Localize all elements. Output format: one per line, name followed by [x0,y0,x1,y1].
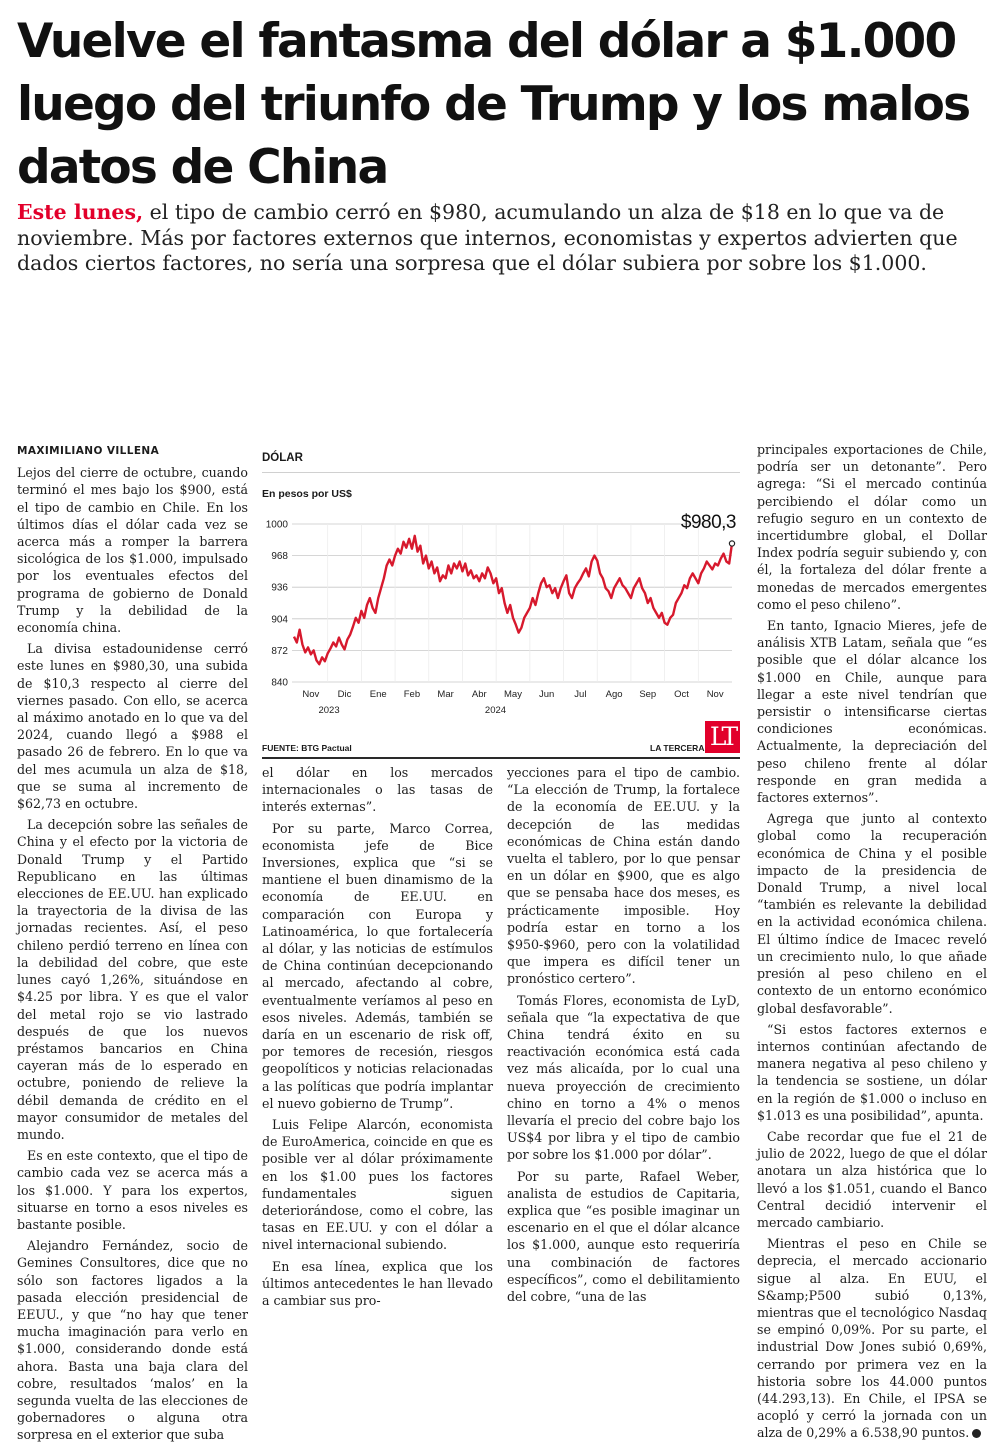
paragraph: Por su parte, Marco Correa, economista jefe de Bice Inversiones, explica que “si se mantiene el buen dinamismo de la economía de EE.UU. en comparación con Europa y Latinoamérica, lo que fortalecería al dólar, y las noticias de estímulos de China continúan decepcionando al mercado, afectando al cobre, eventualmente veríamos al peso en esos niveles. Además, también se daría en un escenario de risk off, por temores de recesión, riesgos geopolíticos y noticias relacionadas a las políticas que podría implantar el nuevo gobierno de Trump”. [262,820,493,1111]
year-label: 2023 [318,705,340,716]
y-tick-label: 840 [271,677,288,689]
y-tick-label: 936 [271,582,288,594]
la-tercera-logo: LT [705,721,740,753]
x-tick-label: Nov [706,689,724,700]
article-column-1 [17,443,248,1448]
paragraph: Lejos del cierre de octubre, cuando terminó el mes bajo los $900, está el tipo de cambio en Chile. En los últimos días el dólar cada vez se acerca más a romper la barrera sicológica de los $1.000, impulsado por los eventuales efectos del programa de gobierno de Donald Trump y la debilidad de la economía china. [17,465,248,636]
chart-subtitle: En pesos por US$ [262,488,352,500]
x-tick-label: May [504,689,522,700]
paragraph [757,1235,987,1441]
last-point-marker [729,541,734,546]
chart-title: DÓLAR [262,452,303,464]
x-tick-label: Nov [302,689,320,700]
x-tick-label: Abr [471,689,487,700]
x-tick-label: Sep [639,689,657,700]
paragraph: En esa línea, explica que los últimos antecedentes le han llevado a cambiar sus pro- [262,1258,493,1309]
paragraph: principales exportaciones de Chile, podría ser un detonante”. Pero agrega: “Si el mercado continúa percibiendo el dólar como un refugio seguro en un contexto de incertidumbre global, el Dollar Index podría seguir subiendo y, con él, la fortaleza del dólar frente a monedas de mercados emergentes como el peso chileno”. [757,442,987,612]
paragraph: Agrega que junto al contexto global como la recuperación económica de China y el posible impacto de la presidencia de Donald Trump, a nivel local “también es relevante la debilidad en la actividad económica chilena. El último índice de Imacec reveló un crecimiento nulo, lo que añade presión al peso chileno en el contexto de un entorno económico global desfavorable”. [757,811,987,1016]
article-column-4 [757,441,987,1446]
x-tick-label: Ene [369,689,387,700]
paragraph: Luis Felipe Alarcón, economista de EuroAmerica, coincide en que es posible ver al dólar próximamente en los $1.00 pues los factores fundamentales siguen deteriorándose, como el cobre, las tasas en EE.UU. y con el dólar a nivel internacional subiendo. [262,1117,493,1253]
paragraph: el dólar en los mercados internacionales o las tasas de interés externas”. [262,765,493,815]
callout-value: $980,3 [680,512,736,533]
byline: MAXIMILIANO VILLENA [17,445,160,457]
paragraph: La divisa estadounidense cerró este lunes en $980,30, una subida de $10,3 respecto al cierre del viernes pasado. Con ello, se acerca al máximo anotado en lo que va del 2024, cuando llegó a $988 el pasado 26 de febrero. En lo que va del mes acumula un alza de $18, que se suma al incremento de $62,73 en octubre. [17,641,248,812]
x-tick-label: Ago [605,689,623,700]
chart-brand: LA TERCERA [650,743,705,753]
x-tick-label: Oct [674,689,689,700]
series-line [294,536,732,664]
paragraph: yecciones para el tipo de cambio. “La elección de Trump, la fortalece de la economía de EE.UU. y la decepción de las medidas económicas de China están dando vuelta el tablero, por lo que pensar en un dólar en $900, que es algo que se pensaba hace dos meses, es prácticamente imposible. Hoy podría estar en torno a los $950-$960, pero con la volatilidad que impera es difícil tener un pronóstico certero”. [507,765,740,987]
deck-text: el tipo de cambio cerró en $980, acumulando un alza de $18 en lo que va de noviembre. Más por factores externos que internos, economistas y expertos advierten que dados ciertos factores, no sería una sorpresa que el dólar subiera por sobre los $1.000. [17,200,958,275]
article-column-3 [507,764,740,1309]
paragraph: Cabe recordar que fue el 21 de julio de 2022, luego de que el dólar anotara un alza histórica que lo llevó a los $1.051, cuando el Banco Central decidió intervenir el mercado cambiario. [757,1128,987,1230]
y-tick-label: 1000 [265,519,288,531]
dollar-chart [262,440,740,760]
chart-divider [262,472,740,473]
paragraph: Es en este contexto, que el tipo de cambio cada vez se acerca más a los $1.000. Y para los expertos, situarse en torno a esos niveles es bastante posible. [17,1148,248,1232]
x-tick-label: Jul [574,689,587,700]
paragraph: La decepción sobre las señales de China y el efecto por la victoria de Donald Trump y el Partido Republicano en las últimas elecciones de EE.UU. han explicado la trayectoria de la divisa de las jornadas recientes. Así, el peso chileno perdió terreno en línea con la debilidad del cobre, que este lunes cayó 1,26%, situándose en $4.25 por libra. Y es que el valor del metal rojo se vio lastrado después de que los nuevos préstamos bancarios en China cayeran más de lo esperado en octubre, poniendo de relieve la débil demanda de crédito en el mayor consumidor de metales del mundo. [17,817,248,1142]
paragraph: En tanto, Ignacio Mieres, jefe de análisis XTB Latam, señala que “es posible que el dólar alcance los $1.000 en Chile, aunque para llegar a este nivel tendrían que persistir o intensificarse ciertas condiciones económicas. Actualmente, la depreciación del peso chileno frente al dólar responde en gran medida a factores externos”. [757,618,987,806]
end-of-article-icon [972,1429,981,1438]
paragraph: Tomás Flores, economista de LyD, señala que “la expectativa de que China tendrá éxito en su reactivación económica está cada vez más alicaída, por lo cual una nueva proyección de crecimiento chino en torno a 4% o menos llevaría el precio del cobre bajo los US$4 por libra y el tipo de cambio por sobre los $1.000 por dólar”. [507,992,740,1163]
x-tick-label: Mar [437,689,454,700]
y-tick-label: 904 [271,614,288,626]
paragraph: “Si estos factores externos e internos continúan afectando de manera negativa al peso chileno y la tendencia se sostiene, un dólar en la región de $1.000 o incluso en $1.013 es una posibilidad”, apunta. [757,1021,987,1123]
x-tick-label: Jun [539,689,555,700]
article-column-2 [262,764,493,1313]
paragraph-text: Mientras el peso en Chile se deprecia, el mercado accionario sigue al alza. En EUU, el S&amp;P500 subió 0,13%, mientras que el tecnológico Nasdaq se empinó 0,09%. Por su parte, el industrial Dow Jones subió 0,69%, cerrando por primera vez en la historia sobre los 44.000 puntos (44.293,13). En Chile, el IPSA se acopló y cerró la jornada con un alza de 0,29% a 6.538,90 puntos. [757,1236,987,1441]
chart-source: FUENTE: BTG Pactual [262,743,352,753]
chart-bottom-rule [262,757,740,759]
article-headline: Vuelve el fantasma del dólar a $1.000 luego del triunfo de Trump y los malos datos de China [17,14,970,195]
x-tick-label: Dic [337,689,352,700]
y-tick-label: 872 [271,645,288,657]
deck-lead: Este lunes, [17,200,144,224]
paragraph: Alejandro Fernández, socio de Gemines Consultores, dice que no sólo son factores ligados a la pasada elección presidencial de EEUU., y que “no hay que tener mucha imaginación para verlo en $1.000, considerando donde está ahora. Basta una baja clara del cobre, resultados ‘malos’ en la segunda vuelta de las elecciones de gobernadores o alguna otra sorpresa en el exterior que suba [17,1238,248,1443]
y-tick-label: 968 [271,551,288,563]
x-tick-label: Feb [403,689,421,700]
paragraph: Por su parte, Rafael Weber, analista de estudios de Capitaria, explica que “es posible imaginar un escenario en el que el dólar alcance los $1.000, aunque esto requeriría una combinación de factores específicos”, como el debilitamiento del cobre, “una de las [507,1168,740,1305]
article-deck [17,200,987,277]
year-label: 2024 [484,705,507,716]
chart-plot [262,510,740,720]
